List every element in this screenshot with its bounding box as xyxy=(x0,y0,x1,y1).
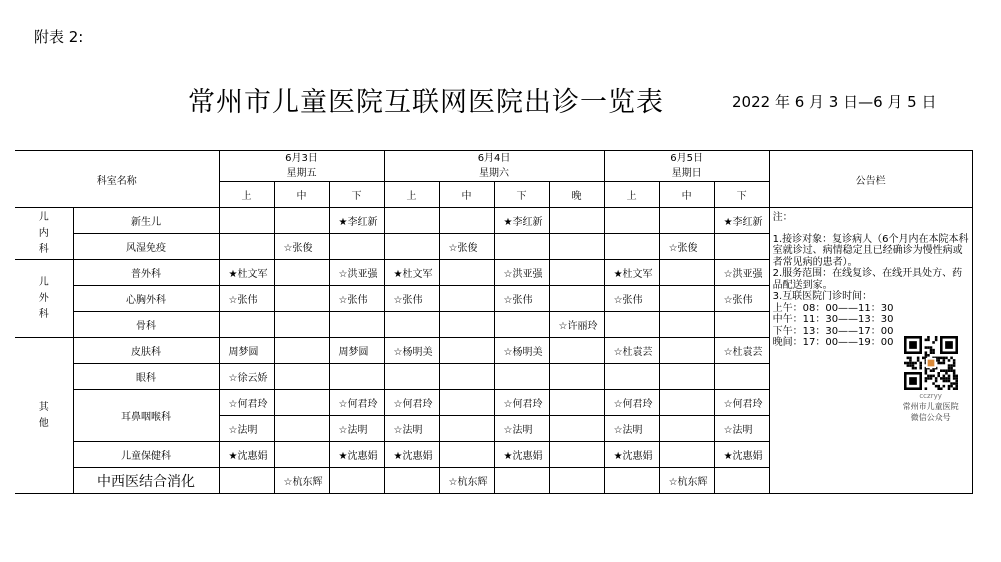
doctor-slot: ☆何君玲 xyxy=(714,390,769,416)
doctor-slot xyxy=(439,442,494,468)
doctor-slot xyxy=(384,312,439,338)
doctor-slot xyxy=(274,260,329,286)
notice-line: 下午：13：30——17：00 xyxy=(772,325,894,337)
doctor-slot: ☆许丽玲 xyxy=(549,312,604,338)
doctor-slot: ☆张伟 xyxy=(384,286,439,312)
doctor-slot: ☆杨明美 xyxy=(384,338,439,364)
doctor-slot xyxy=(219,208,274,234)
doctor-slot: ☆张俊 xyxy=(439,234,494,260)
doctor-slot xyxy=(439,390,494,416)
doctor-slot xyxy=(604,234,659,260)
notice-line: 中午：11：30——13：30 xyxy=(772,314,894,325)
day-header-1 xyxy=(219,151,384,182)
dept-group-label xyxy=(15,338,73,494)
dept-group-char: 儿 xyxy=(38,276,49,288)
qr-id-text: cczryy xyxy=(919,392,942,400)
doctor-slot xyxy=(549,416,604,442)
doctor-slot xyxy=(714,312,769,338)
doctor-slot xyxy=(604,312,659,338)
doctor-slot xyxy=(549,208,604,234)
doctor-slot xyxy=(549,390,604,416)
doctor-slot xyxy=(549,442,604,468)
doctor-slot xyxy=(274,208,329,234)
doctor-slot xyxy=(549,234,604,260)
doctor-slot: ★沈惠娟 xyxy=(219,442,274,468)
doctor-slot: ☆法明 xyxy=(494,416,549,442)
doctor-slot: ☆杭东辉 xyxy=(439,468,494,494)
dept-group-label xyxy=(15,208,73,260)
doctor-slot: ☆何君玲 xyxy=(219,390,274,416)
doctor-slot xyxy=(659,208,714,234)
doctor-slot: ★沈惠娟 xyxy=(714,442,769,468)
doctor-slot xyxy=(439,364,494,390)
doctor-slot: ☆洪亚强 xyxy=(329,260,384,286)
doctor-slot: ★沈惠娟 xyxy=(384,442,439,468)
shift-header: 中 xyxy=(659,182,714,208)
dept-name-header: 科室名称 xyxy=(15,151,219,208)
doctor-slot xyxy=(549,338,604,364)
day-weekday: 星期五 xyxy=(286,168,317,179)
doctor-slot: ☆杭东辉 xyxy=(659,468,714,494)
doctor-slot xyxy=(494,468,549,494)
doctor-slot: ☆洪亚强 xyxy=(714,260,769,286)
day-header-3 xyxy=(604,151,769,182)
qr-code-icon xyxy=(904,336,958,390)
day-date: 6月3日 xyxy=(285,153,318,164)
doctor-slot: ☆杨明美 xyxy=(494,338,549,364)
notice-line: 晚间：17：00——19：00 xyxy=(772,337,894,348)
doctor-slot: ☆何君玲 xyxy=(329,390,384,416)
doctor-slot xyxy=(219,468,274,494)
doctor-slot: ☆法明 xyxy=(714,416,769,442)
doctor-slot: 周梦圆 xyxy=(219,338,274,364)
doctor-slot xyxy=(329,234,384,260)
doctor-slot xyxy=(494,234,549,260)
doctor-slot: ☆张俊 xyxy=(659,234,714,260)
doctor-slot xyxy=(439,260,494,286)
page-title: 常州市儿童医院互联网医院出诊一览表 xyxy=(188,87,664,118)
wechat-qr-block xyxy=(896,336,966,423)
doctor-slot xyxy=(659,416,714,442)
doctor-slot xyxy=(714,468,769,494)
dept-name: 骨科 xyxy=(73,312,219,338)
doctor-slot xyxy=(659,364,714,390)
doctor-slot xyxy=(329,312,384,338)
day-date: 6月4日 xyxy=(477,153,511,164)
shift-header: 上 xyxy=(219,182,274,208)
shift-header: 晚 xyxy=(549,182,604,208)
dept-group-label xyxy=(15,260,73,338)
schedule-table xyxy=(15,150,973,494)
doctor-slot: ☆张伟 xyxy=(494,286,549,312)
doctor-slot xyxy=(274,286,329,312)
day-date: 6月5日 xyxy=(670,153,703,164)
date-range: 2022 年 6 月 3 日—6 月 5 日 xyxy=(732,93,937,111)
doctor-slot xyxy=(274,338,329,364)
shift-header: 上 xyxy=(604,182,659,208)
doctor-slot xyxy=(384,208,439,234)
dept-group-char: 科 xyxy=(38,243,49,255)
doctor-slot xyxy=(549,468,604,494)
doctor-slot: ★杜文军 xyxy=(219,260,274,286)
dept-name: 眼科 xyxy=(73,364,219,390)
doctor-slot xyxy=(274,312,329,338)
doctor-slot: ☆何君玲 xyxy=(604,390,659,416)
notice-line: 3.互联医院门诊时间： xyxy=(772,291,873,302)
doctor-slot xyxy=(274,442,329,468)
doctor-slot xyxy=(549,364,604,390)
notice-line: 上午：08：00——11：30 xyxy=(772,302,894,314)
doctor-slot: ☆杜袁芸 xyxy=(604,338,659,364)
dept-name: 风湿免疫 xyxy=(73,234,219,260)
dept-group-char: 其 xyxy=(38,401,49,413)
notice-line: 2.服务范围：在线复诊、在线开具处方、药品配送到家。 xyxy=(772,268,963,291)
doctor-slot xyxy=(219,234,274,260)
table-row xyxy=(15,208,972,234)
doctor-slot xyxy=(494,312,549,338)
doctor-slot: ☆徐云娇 xyxy=(219,364,274,390)
doctor-slot xyxy=(714,364,769,390)
notice-board xyxy=(769,208,972,494)
dept-group-char: 儿 xyxy=(38,211,49,223)
doctor-slot: ☆杜袁芸 xyxy=(714,338,769,364)
doctor-slot: ☆张伟 xyxy=(714,286,769,312)
dept-name: 耳鼻咽喉科 xyxy=(73,390,219,442)
dept-group-char: 科 xyxy=(38,308,49,320)
doctor-slot: ☆何君玲 xyxy=(494,390,549,416)
dept-name: 新生儿 xyxy=(73,208,219,234)
doctor-slot xyxy=(329,468,384,494)
shift-header: 中 xyxy=(274,182,329,208)
doctor-slot xyxy=(549,286,604,312)
doctor-slot: ★李红新 xyxy=(329,208,384,234)
doctor-slot xyxy=(439,312,494,338)
dept-name: 中西医结合消化 xyxy=(73,468,219,494)
dept-group-char: 他 xyxy=(38,417,49,429)
doctor-slot: ☆张伟 xyxy=(329,286,384,312)
doctor-slot: ★沈惠娟 xyxy=(494,442,549,468)
doctor-slot: ☆张伟 xyxy=(219,286,274,312)
doctor-slot: ☆何君玲 xyxy=(384,390,439,416)
doctor-slot xyxy=(219,312,274,338)
doctor-slot xyxy=(659,260,714,286)
doctor-slot xyxy=(439,286,494,312)
doctor-slot xyxy=(659,390,714,416)
doctor-slot xyxy=(659,338,714,364)
doctor-slot: ☆法明 xyxy=(604,416,659,442)
doctor-slot: ★李红新 xyxy=(494,208,549,234)
shift-header: 中 xyxy=(439,182,494,208)
doctor-slot: 周梦圆 xyxy=(329,338,384,364)
doctor-slot: ★李红新 xyxy=(714,208,769,234)
doctor-slot xyxy=(274,364,329,390)
shift-header: 下 xyxy=(329,182,384,208)
doctor-slot: ★杜文军 xyxy=(604,260,659,286)
doctor-slot xyxy=(494,364,549,390)
dept-name: 皮肤科 xyxy=(73,338,219,364)
doctor-slot xyxy=(329,364,384,390)
doctor-slot xyxy=(439,208,494,234)
shift-header: 下 xyxy=(494,182,549,208)
doctor-slot: ★沈惠娟 xyxy=(329,442,384,468)
day-weekday: 星期日 xyxy=(671,168,702,179)
doctor-slot xyxy=(659,286,714,312)
shift-header: 下 xyxy=(714,182,769,208)
doctor-slot xyxy=(384,364,439,390)
doctor-slot xyxy=(549,260,604,286)
doctor-slot xyxy=(604,364,659,390)
dept-name: 普外科 xyxy=(73,260,219,286)
day-weekday: 星期六 xyxy=(479,168,510,179)
doctor-slot xyxy=(439,338,494,364)
doctor-slot xyxy=(274,390,329,416)
doctor-slot: ☆法明 xyxy=(219,416,274,442)
doctor-slot xyxy=(604,208,659,234)
dept-group-char: 内 xyxy=(38,227,49,239)
notice-line: 注： xyxy=(772,212,793,223)
doctor-slot: ☆张俊 xyxy=(274,234,329,260)
doctor-slot: ★沈惠娟 xyxy=(604,442,659,468)
doctor-slot: ★杜文军 xyxy=(384,260,439,286)
notice-board-header: 公告栏 xyxy=(769,151,972,208)
doctor-slot xyxy=(714,234,769,260)
doctor-slot: ☆法明 xyxy=(384,416,439,442)
doctor-slot xyxy=(439,416,494,442)
doctor-slot xyxy=(659,442,714,468)
dept-name: 儿童保健科 xyxy=(73,442,219,468)
dept-group-char: 外 xyxy=(38,292,49,304)
shift-header: 上 xyxy=(384,182,439,208)
day-header-2 xyxy=(384,151,604,182)
qr-caption: 微信公众号 xyxy=(910,413,951,422)
doctor-slot xyxy=(659,312,714,338)
doctor-slot: ☆杭东辉 xyxy=(274,468,329,494)
doctor-slot xyxy=(384,234,439,260)
doctor-slot: ☆洪亚强 xyxy=(494,260,549,286)
notice-line xyxy=(773,224,969,234)
notice-line: 1.接诊对象：复诊病人（6个月内在本院本科室就诊过、病情稳定且已经确诊为慢性病或者常见病的患者）。 xyxy=(772,233,969,268)
doctor-slot xyxy=(604,468,659,494)
qr-caption: 常州市儿童医院 xyxy=(902,402,959,411)
doctor-slot: ☆张伟 xyxy=(604,286,659,312)
dept-name: 心胸外科 xyxy=(73,286,219,312)
appendix-label: 附表 2: xyxy=(34,28,84,46)
doctor-slot: ☆法明 xyxy=(329,416,384,442)
doctor-slot xyxy=(274,416,329,442)
doctor-slot xyxy=(384,468,439,494)
